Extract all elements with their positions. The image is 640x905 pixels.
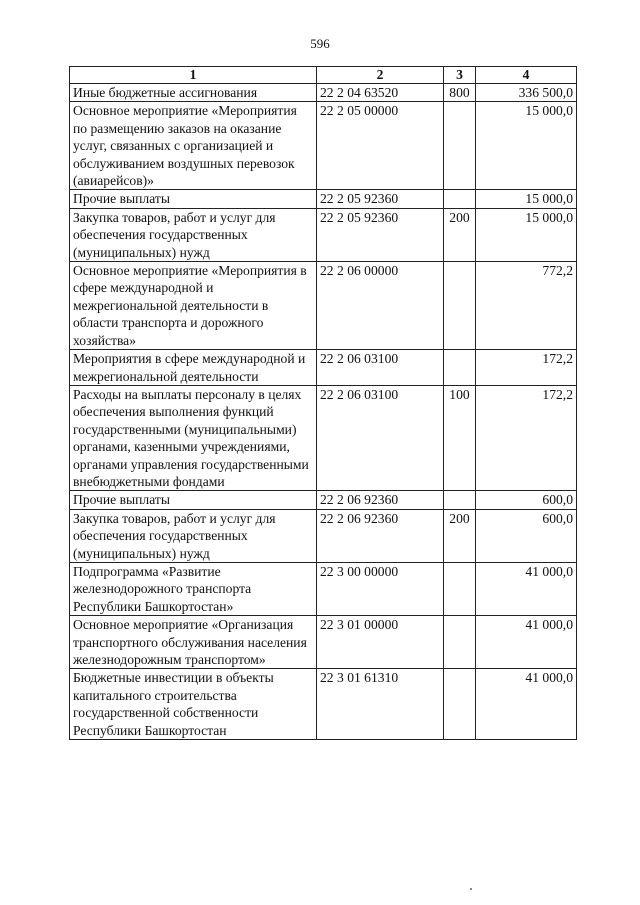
row-expense-type xyxy=(444,562,476,615)
row-name: Основное мероприятие «Мероприятия в сфере международной и межрегиональной деятельности в области транспорта и дорожного хозяйства» xyxy=(70,262,317,350)
row-name: Расходы на выплаты персоналу в целях обеспечения выполнения функций государственными (муниципальными) органами, казенными учреждениями, органами управления государственными внебюджетными фондами xyxy=(70,385,317,490)
table-row xyxy=(70,669,577,740)
row-code: 22 2 06 92360 xyxy=(317,491,444,509)
row-expense-type: 100 xyxy=(444,385,476,490)
scan-speck xyxy=(470,888,472,890)
page-number: 596 xyxy=(310,36,330,51)
row-name: Основное мероприятие «Мероприятия по размещению заказов на оказание услуг, связанных с организацией и обслуживанием воздушных перевозок (авиарейсов)» xyxy=(70,102,317,190)
row-amount: 772,2 xyxy=(476,262,577,350)
row-code: 22 3 01 61310 xyxy=(317,669,444,740)
table-row xyxy=(70,190,577,208)
table-header-row xyxy=(70,67,577,84)
row-expense-type xyxy=(444,491,476,509)
row-name: Бюджетные инвестиции в объекты капитального строительства государственной собственности Республики Башкортостан xyxy=(70,669,317,740)
row-code: 22 2 06 03100 xyxy=(317,350,444,386)
table-row xyxy=(70,102,577,190)
row-amount: 172,2 xyxy=(476,385,577,490)
table-row xyxy=(70,385,577,490)
row-amount: 15 000,0 xyxy=(476,102,577,190)
header-col-2: 2 xyxy=(317,67,444,84)
budget-table xyxy=(69,66,577,740)
row-expense-type xyxy=(444,262,476,350)
row-name: Закупка товаров, работ и услуг для обеспечения государственных (муниципальных) нужд xyxy=(70,208,317,261)
row-name: Подпрограмма «Развитие железнодорожного транспорта Республики Башкортостан» xyxy=(70,562,317,615)
row-code: 22 2 06 03100 xyxy=(317,385,444,490)
row-amount: 15 000,0 xyxy=(476,208,577,261)
row-expense-type xyxy=(444,350,476,386)
table-row xyxy=(70,616,577,669)
row-name: Основное мероприятие «Организация транспортного обслуживания населения железнодорожным транспортом» xyxy=(70,616,317,669)
row-amount: 600,0 xyxy=(476,509,577,562)
row-expense-type xyxy=(444,616,476,669)
row-code: 22 2 05 92360 xyxy=(317,208,444,261)
row-expense-type xyxy=(444,669,476,740)
row-expense-type: 200 xyxy=(444,509,476,562)
row-name: Прочие выплаты xyxy=(70,190,317,208)
table-row xyxy=(70,562,577,615)
row-code: 22 2 05 00000 xyxy=(317,102,444,190)
row-name: Закупка товаров, работ и услуг для обеспечения государственных (муниципальных) нужд xyxy=(70,509,317,562)
row-amount: 15 000,0 xyxy=(476,190,577,208)
row-code: 22 2 05 92360 xyxy=(317,190,444,208)
row-amount: 172,2 xyxy=(476,350,577,386)
table-row xyxy=(70,262,577,350)
row-amount: 600,0 xyxy=(476,491,577,509)
row-name: Иные бюджетные ассигнования xyxy=(70,84,317,102)
table-row xyxy=(70,84,577,102)
table-row xyxy=(70,350,577,386)
table-row xyxy=(70,491,577,509)
row-expense-type xyxy=(444,190,476,208)
row-amount: 41 000,0 xyxy=(476,616,577,669)
row-code: 22 2 06 92360 xyxy=(317,509,444,562)
header-col-1: 1 xyxy=(70,67,317,84)
row-expense-type xyxy=(444,102,476,190)
row-code: 22 2 06 00000 xyxy=(317,262,444,350)
row-expense-type: 800 xyxy=(444,84,476,102)
header-col-3: 3 xyxy=(444,67,476,84)
table-row xyxy=(70,208,577,261)
row-name: Прочие выплаты xyxy=(70,491,317,509)
table-row xyxy=(70,509,577,562)
header-col-4: 4 xyxy=(476,67,577,84)
row-amount: 41 000,0 xyxy=(476,562,577,615)
row-code: 22 3 01 00000 xyxy=(317,616,444,669)
row-amount: 41 000,0 xyxy=(476,669,577,740)
row-expense-type: 200 xyxy=(444,208,476,261)
row-code: 22 3 00 00000 xyxy=(317,562,444,615)
row-amount: 336 500,0 xyxy=(476,84,577,102)
row-code: 22 2 04 63520 xyxy=(317,84,444,102)
row-name: Мероприятия в сфере международной и межрегиональной деятельности xyxy=(70,350,317,386)
